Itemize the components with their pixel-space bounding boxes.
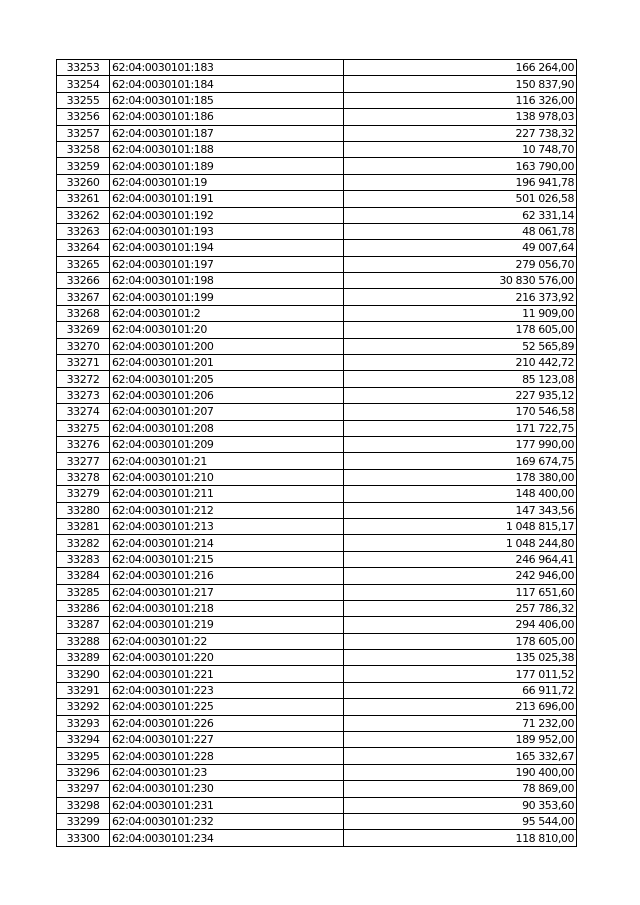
cadastral-value: 116 326,00 [344,92,577,108]
cadastral-number: 62:04:0030101:199 [110,289,344,305]
cadastral-value: 246 964,41 [344,551,577,567]
table-row [57,732,577,748]
row-number: 33283 [57,551,110,567]
cadastral-value: 148 400,00 [344,486,577,502]
cadastral-value: 242 946,00 [344,568,577,584]
cadastral-value: 78 869,00 [344,781,577,797]
cadastral-value: 216 373,92 [344,289,577,305]
table-row [57,273,577,289]
cadastral-value: 62 331,14 [344,207,577,223]
cadastral-number: 62:04:0030101:198 [110,273,344,289]
cadastral-value: 138 978,03 [344,109,577,125]
cadastral-value: 170 546,58 [344,404,577,420]
row-number: 33273 [57,387,110,403]
table-row [57,436,577,452]
table-row [57,158,577,174]
row-number: 33287 [57,617,110,633]
cadastral-number: 62:04:0030101:2 [110,305,344,321]
cadastral-value: 163 790,00 [344,158,577,174]
cadastral-value: 190 400,00 [344,764,577,780]
row-number: 33263 [57,223,110,239]
cadastral-number: 62:04:0030101:23 [110,764,344,780]
row-number: 33280 [57,502,110,518]
row-number: 33262 [57,207,110,223]
cadastral-value: 71 232,00 [344,715,577,731]
cadastral-value: 10 748,70 [344,141,577,157]
cadastral-number: 62:04:0030101:221 [110,666,344,682]
table-row [57,191,577,207]
row-number: 33268 [57,305,110,321]
cadastral-number: 62:04:0030101:226 [110,715,344,731]
cadastral-value: 279 056,70 [344,256,577,272]
row-number: 33277 [57,453,110,469]
table-row [57,797,577,813]
cadastral-value: 49 007,64 [344,240,577,256]
table-row [57,453,577,469]
cadastral-value: 147 343,56 [344,502,577,518]
table-row [57,174,577,190]
cadastral-value: 52 565,89 [344,338,577,354]
cadastral-number: 62:04:0030101:232 [110,813,344,829]
table-row [57,387,577,403]
row-number: 33285 [57,584,110,600]
cadastral-value: 210 442,72 [344,355,577,371]
row-number: 33272 [57,371,110,387]
table-row [57,764,577,780]
row-number: 33292 [57,699,110,715]
cadastral-number: 62:04:0030101:211 [110,486,344,502]
row-number: 33255 [57,92,110,108]
cadastral-number: 62:04:0030101:187 [110,125,344,141]
row-number: 33276 [57,436,110,452]
table-row [57,600,577,616]
cadastral-value: 30 830 576,00 [344,273,577,289]
cadastral-value: 11 909,00 [344,305,577,321]
cadastral-number: 62:04:0030101:230 [110,781,344,797]
cadastral-value: 227 935,12 [344,387,577,403]
cadastral-number: 62:04:0030101:228 [110,748,344,764]
table-row [57,338,577,354]
cadastral-value: 48 061,78 [344,223,577,239]
table-row [57,420,577,436]
cadastral-value: 135 025,38 [344,650,577,666]
cadastral-number: 62:04:0030101:215 [110,551,344,567]
table-row [57,256,577,272]
table-row [57,682,577,698]
document-page [56,59,577,847]
cadastral-number: 62:04:0030101:216 [110,568,344,584]
table-row [57,699,577,715]
cadastral-value: 1 048 815,17 [344,518,577,534]
cadastral-value: 227 738,32 [344,125,577,141]
row-number: 33271 [57,355,110,371]
row-number: 33291 [57,682,110,698]
cadastral-number: 62:04:0030101:192 [110,207,344,223]
table-row [57,666,577,682]
cadastral-number: 62:04:0030101:189 [110,158,344,174]
cadastral-number: 62:04:0030101:21 [110,453,344,469]
cadastral-number: 62:04:0030101:214 [110,535,344,551]
table-row [57,371,577,387]
table-row [57,781,577,797]
cadastral-number: 62:04:0030101:207 [110,404,344,420]
table-row [57,240,577,256]
cadastral-value: 171 722,75 [344,420,577,436]
row-number: 33260 [57,174,110,190]
cadastral-number: 62:04:0030101:197 [110,256,344,272]
table-row [57,518,577,534]
cadastral-number: 62:04:0030101:208 [110,420,344,436]
cadastral-number: 62:04:0030101:20 [110,322,344,338]
cadastral-value: 213 696,00 [344,699,577,715]
cadastral-value: 95 544,00 [344,813,577,829]
table-row [57,355,577,371]
row-number: 33293 [57,715,110,731]
cadastral-number: 62:04:0030101:185 [110,92,344,108]
cadastral-number: 62:04:0030101:231 [110,797,344,813]
table-row [57,813,577,829]
row-number: 33288 [57,633,110,649]
cadastral-number: 62:04:0030101:22 [110,633,344,649]
table-row [57,223,577,239]
cadastral-value: 178 605,00 [344,633,577,649]
table-row [57,830,577,846]
table-row [57,404,577,420]
row-number: 33257 [57,125,110,141]
cadastral-number: 62:04:0030101:183 [110,60,344,76]
cadastral-value: 118 810,00 [344,830,577,846]
table-row [57,715,577,731]
table-row [57,322,577,338]
cadastral-value: 169 674,75 [344,453,577,469]
cadastral-number: 62:04:0030101:200 [110,338,344,354]
table-row [57,748,577,764]
cadastral-number: 62:04:0030101:186 [110,109,344,125]
table-row [57,60,577,76]
cadastral-value: 66 911,72 [344,682,577,698]
cadastral-value: 178 605,00 [344,322,577,338]
cadastral-value: 177 011,52 [344,666,577,682]
cadastral-number: 62:04:0030101:184 [110,76,344,92]
row-number: 33258 [57,141,110,157]
row-number: 33259 [57,158,110,174]
cadastral-value: 257 786,32 [344,600,577,616]
row-number: 33284 [57,568,110,584]
cadastral-value: 196 941,78 [344,174,577,190]
table-row [57,305,577,321]
table-row [57,633,577,649]
table-row [57,207,577,223]
row-number: 33278 [57,469,110,485]
row-number: 33282 [57,535,110,551]
cadastral-value: 177 990,00 [344,436,577,452]
row-number: 33267 [57,289,110,305]
table-row [57,568,577,584]
row-number: 33281 [57,518,110,534]
cadastral-number: 62:04:0030101:193 [110,223,344,239]
cadastral-value: 1 048 244,80 [344,535,577,551]
cadastral-value: 178 380,00 [344,469,577,485]
cadastral-number: 62:04:0030101:225 [110,699,344,715]
row-number: 33297 [57,781,110,797]
table-row [57,584,577,600]
row-number: 33300 [57,830,110,846]
row-number: 33296 [57,764,110,780]
cadastral-value: 166 264,00 [344,60,577,76]
cadastral-value: 90 353,60 [344,797,577,813]
cadastral-value: 294 406,00 [344,617,577,633]
table-row [57,650,577,666]
cadastral-number: 62:04:0030101:223 [110,682,344,698]
cadastral-value: 85 123,08 [344,371,577,387]
table-row [57,469,577,485]
cadastral-number: 62:04:0030101:218 [110,600,344,616]
cadastral-number: 62:04:0030101:212 [110,502,344,518]
cadastral-value: 150 837,90 [344,76,577,92]
cadastral-value-table [56,59,577,847]
row-number: 33265 [57,256,110,272]
cadastral-number: 62:04:0030101:19 [110,174,344,190]
table-row [57,486,577,502]
table-row [57,502,577,518]
row-number: 33254 [57,76,110,92]
row-number: 33294 [57,732,110,748]
table-row [57,125,577,141]
row-number: 33266 [57,273,110,289]
cadastral-number: 62:04:0030101:217 [110,584,344,600]
row-number: 33253 [57,60,110,76]
cadastral-value: 501 026,58 [344,191,577,207]
row-number: 33299 [57,813,110,829]
table-row [57,551,577,567]
row-number: 33279 [57,486,110,502]
cadastral-value: 165 332,67 [344,748,577,764]
table-row [57,617,577,633]
row-number: 33275 [57,420,110,436]
table-row [57,92,577,108]
cadastral-number: 62:04:0030101:234 [110,830,344,846]
row-number: 33286 [57,600,110,616]
row-number: 33269 [57,322,110,338]
cadastral-number: 62:04:0030101:213 [110,518,344,534]
table-row [57,76,577,92]
cadastral-number: 62:04:0030101:194 [110,240,344,256]
row-number: 33261 [57,191,110,207]
cadastral-value: 189 952,00 [344,732,577,748]
table-row [57,109,577,125]
cadastral-number: 62:04:0030101:201 [110,355,344,371]
row-number: 33270 [57,338,110,354]
table-row [57,535,577,551]
table-body [57,60,577,847]
row-number: 33295 [57,748,110,764]
cadastral-number: 62:04:0030101:220 [110,650,344,666]
row-number: 33256 [57,109,110,125]
cadastral-number: 62:04:0030101:191 [110,191,344,207]
cadastral-value: 117 651,60 [344,584,577,600]
cadastral-number: 62:04:0030101:205 [110,371,344,387]
row-number: 33274 [57,404,110,420]
cadastral-number: 62:04:0030101:219 [110,617,344,633]
row-number: 33290 [57,666,110,682]
table-row [57,289,577,305]
table-row [57,141,577,157]
row-number: 33264 [57,240,110,256]
cadastral-number: 62:04:0030101:188 [110,141,344,157]
cadastral-number: 62:04:0030101:227 [110,732,344,748]
row-number: 33298 [57,797,110,813]
cadastral-number: 62:04:0030101:206 [110,387,344,403]
cadastral-number: 62:04:0030101:210 [110,469,344,485]
cadastral-number: 62:04:0030101:209 [110,436,344,452]
row-number: 33289 [57,650,110,666]
